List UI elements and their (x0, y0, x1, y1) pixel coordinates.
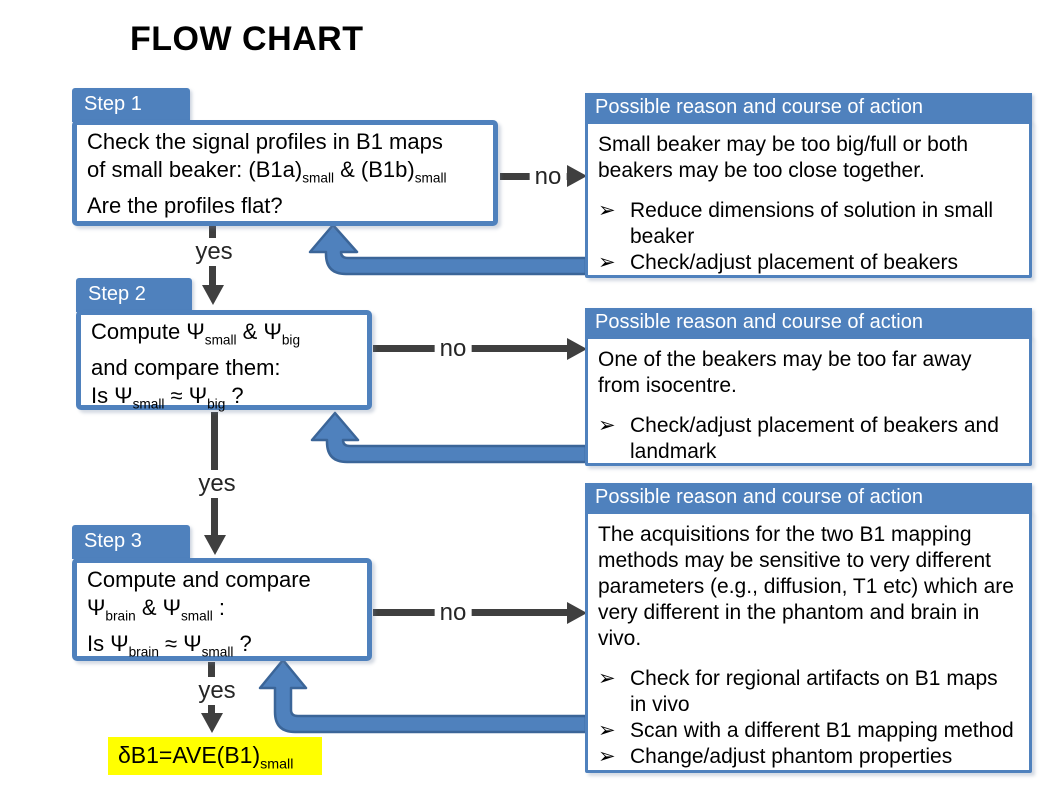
reason-3-header: Possible reason and course of action (585, 483, 1032, 513)
no-arrow-1-head-icon (567, 165, 587, 187)
step-2-tab: Step 2 (76, 278, 192, 312)
reason-2-header: Possible reason and course of action (585, 308, 1032, 338)
yes-arrow-1-head-icon (202, 285, 224, 305)
no-label-2: no (435, 335, 472, 363)
bullet-arrow-icon: ➢ (598, 414, 616, 437)
bullet-item (598, 744, 1019, 770)
reason-3-bullets (598, 666, 1019, 770)
text-line: Is $\Psi_{brain} \approx \Psi_{small}$ ? (87, 631, 252, 660)
step-1-tab: Step 1 (72, 88, 190, 122)
bullet-arrow-icon: ➢ (598, 251, 616, 274)
return-arrow-2 (312, 413, 586, 462)
yes-label-2: yes (193, 470, 240, 498)
text-line: of small beaker: $(B1a)_{small}$ & $(B1b)_{small}$ (87, 157, 447, 186)
step-2-box (76, 310, 372, 410)
no-label-1: no (530, 163, 567, 191)
bullet-text: Check/adjust placement of beakers (630, 251, 959, 274)
reason-1-paragraph: Small beaker may be too big/full or both beakers may be too close together. (598, 133, 969, 182)
return-arrow-3 (260, 660, 586, 732)
no-arrow-3-head-icon (567, 602, 587, 624)
step-1-box (72, 120, 498, 226)
reason-1-bullets (598, 198, 1019, 276)
yes-arrow-2-head-icon (204, 535, 226, 555)
text-line: Are the profiles flat? (87, 193, 283, 219)
text-line: $\Psi_{brain}$ & $\Psi_{small}$ : (87, 595, 226, 624)
return-arrow-1 (310, 225, 586, 274)
text-line: Compute $\Psi_{small}$ & $\Psi_{big}$ (91, 319, 301, 348)
reason-2-bullets (598, 413, 1019, 465)
bullet-text: Reduce dimensions of solution in small beaker (630, 199, 994, 248)
bullet-item (598, 666, 1019, 718)
reason-2-paragraph: One of the beakers may be too far away from isocentre. (598, 348, 972, 397)
reason-3-box (585, 511, 1032, 773)
step-3-tab: Step 3 (72, 525, 190, 559)
result-box (108, 737, 322, 775)
bullet-arrow-icon: ➢ (598, 745, 616, 768)
bullet-text: Scan with a different B1 mapping method (630, 719, 1014, 742)
bullet-text: Check for regional artifacts on B1 maps in vivo (630, 667, 998, 716)
reason-1-header: Possible reason and course of action (585, 93, 1032, 123)
no-label-3: no (435, 599, 472, 627)
bullet-arrow-icon: ➢ (598, 667, 616, 690)
yes-label-3: yes (193, 677, 240, 705)
yes-arrow-3-head-icon (201, 713, 223, 733)
yes-label-1: yes (190, 238, 237, 266)
bullet-text: Change/adjust phantom properties (630, 745, 953, 768)
bullet-item (598, 250, 1019, 276)
bullet-item (598, 718, 1019, 744)
bullet-text: Check/adjust placement of beakers and landmark (630, 414, 999, 463)
text-line: Is $\Psi_{small} \approx \Psi_{big}$ ? (91, 383, 244, 412)
reason-3-paragraph: The acquisitions for the two B1 mapping methods may be sensitive to very different parameters (e.g., diffusion, T1 etc) which are very different in the phantom and brain in vivo. (598, 523, 1014, 650)
bullet-arrow-icon: ➢ (598, 719, 616, 742)
bullet-arrow-icon: ➢ (598, 199, 616, 222)
text-line: Compute and compare (87, 567, 311, 592)
text-line: $\delta B1=AVE(B1)_{small}$ (118, 742, 294, 773)
bullet-item (598, 198, 1019, 250)
step-3-box (72, 558, 372, 661)
reason-2-box (585, 336, 1032, 466)
bullet-item (598, 413, 1019, 465)
reason-1-box (585, 121, 1032, 278)
page-title: FLOW CHART (130, 20, 364, 58)
text-line: Check the signal profiles in B1 maps (87, 129, 443, 154)
no-arrow-2-head-icon (567, 338, 587, 360)
text-line: and compare them: (91, 355, 281, 381)
